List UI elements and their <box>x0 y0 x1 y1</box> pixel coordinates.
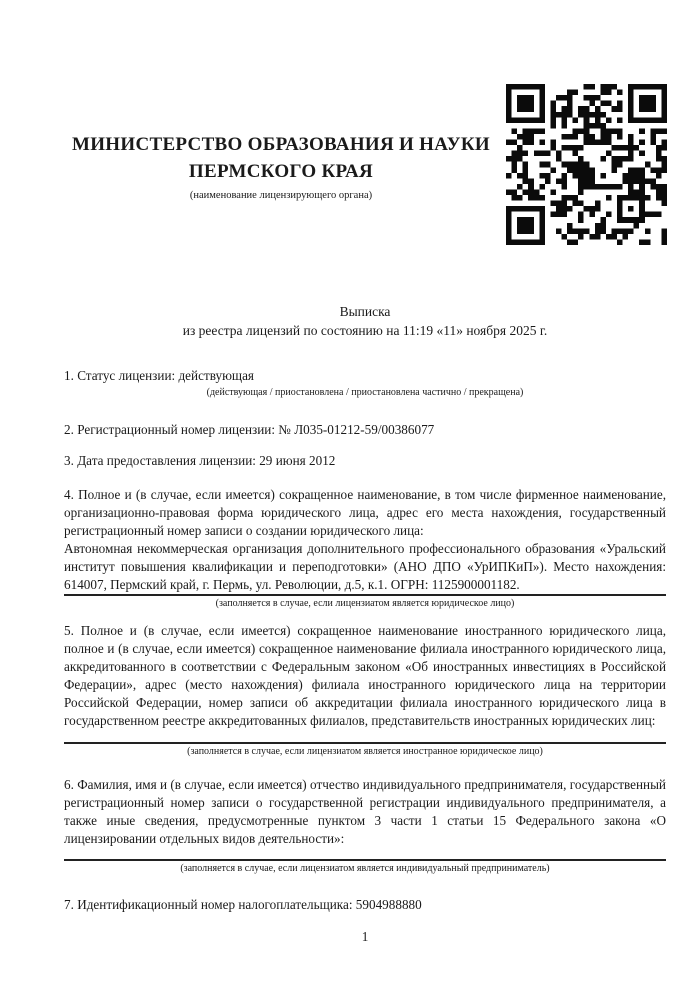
individual-label: 6. Фамилия, имя и (в случае, если имеется) отчество индивидуального предпринимателя, государственный регистрационный номер записи о государственной регистрации индивидуального предпринимателя, а также иные сведения, предусмотренные пунктом 3 части 1 статьи 15 Федерального закона «О лицензировании отдельных видов деятельности»: <box>64 777 666 846</box>
legal-entity-label: 4. Полное и (в случае, если имеется) сокращенное наименование, в том числе фирменное наименование, организационно-правовая форма юридического лица, адрес его места нахождения, государственный регистрационный номер записи о создании юридического лица: <box>64 487 666 538</box>
foreign-entity-value <box>64 730 666 742</box>
ministry-header <box>69 131 493 202</box>
document-title-line2: из реестра лицензий по состоянию на 11:19 «11» ноября 2025 г. <box>182 323 548 338</box>
item-individual-entrepreneur <box>64 776 666 875</box>
item-registration-number: 2. Регистрационный номер лицензии: № Л035-01212-59/00386077 <box>64 422 435 437</box>
page-number: 1 <box>361 929 369 944</box>
license-status-text: 1. Статус лицензии: действующая <box>64 368 255 383</box>
item-foreign-entity <box>64 622 666 758</box>
individual-caption: (заполняется в случае, если лицензиатом является индивидуальный предприниматель) <box>180 863 550 874</box>
item-taxpayer-id: 7. Идентификационный номер налогоплательщика: 5904988880 <box>64 897 422 912</box>
field-rule <box>64 742 666 744</box>
ministry-name-line2: ПЕРМСКОГО КРАЯ <box>188 161 374 182</box>
field-rule <box>64 594 666 596</box>
foreign-entity-caption: (заполняется в случае, если лицензиатом является иностранное юридическое лицо) <box>187 746 543 757</box>
foreign-entity-label: 5. Полное и (в случае, если имеется) сокращенное наименование иностранного юридического лица, полное и (в случае, если имеется) сокращенное наименование филиала иностранного юридического лица, аккредитованного в соответствии с Федеральным законом «Об иностранных инвестициях в Российской Федерации», адрес (место нахождения) филиала иностранного юридического лица на территории Российской Федерации, номер записи об аккредитации филиала иностранного юридического лица в государственном реестре аккредитованных филиалов, представительств иностранных юридических лиц: <box>64 623 666 728</box>
document-title <box>64 302 666 340</box>
ministry-caption: (наименование лицензирующего органа) <box>189 190 373 201</box>
item-legal-entity <box>64 486 666 610</box>
ministry-name-line1: МИНИСТЕРСТВО ОБРАЗОВАНИЯ И НАУКИ <box>71 134 491 155</box>
license-status-caption: (действующая / приостановлена / приостановлена частично / прекращена) <box>206 387 524 398</box>
item-grant-date: 3. Дата предоставления лицензии: 29 июня 2012 <box>64 453 336 468</box>
qr-code-icon <box>506 84 667 245</box>
legal-entity-value: Автономная некоммерческая организация дополнительного профессионального образования «Уральский институт повышения квалификации и переподготовки» (АНО ДПО «УрИПКиП»). Место нахождения: 614007, Пермский край, г. Пермь, ул. Революции, д.5, к.1. ОГРН: 1125900001182. <box>64 541 666 592</box>
item-license-status <box>64 367 666 399</box>
document-title-line1: Выписка <box>339 304 391 319</box>
field-rule <box>64 859 666 861</box>
legal-entity-caption: (заполняется в случае, если лицензиатом является юридическое лицо) <box>215 598 515 609</box>
individual-value <box>64 848 666 859</box>
